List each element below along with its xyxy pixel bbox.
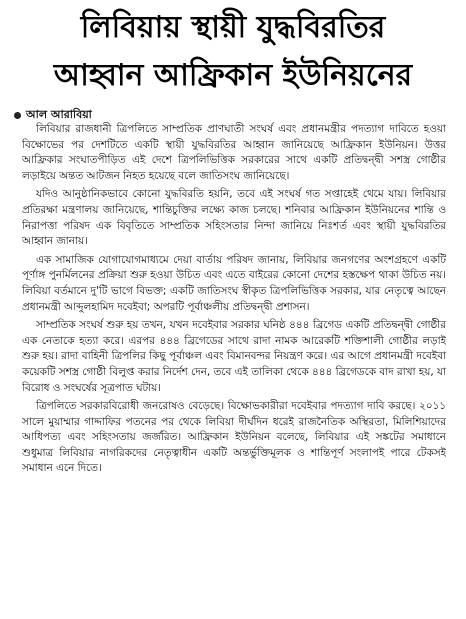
headline-line-2: আহ্বান আফ্রিকান ইউনিয়নের <box>53 58 413 93</box>
article-paragraph: যদিও আনুষ্ঠানিকভাবে কোনো যুদ্ধবিরতি হয়নি, তবে এই সংঘর্ষ গত সপ্তাহেই থেমে যায়। লিবিয়ার প্রতিরক্ষা মন্ত্রণালয় জানিয়েছে, শান্তিচুক্তির লক্ষ্যে কাজ চলছে। শনিবার আফ্রিকান ইউনিয়নের শান্তি ও নিরাপত্তা পরিষদ এক বিবৃতিতে সাম্প্রতিক সহিংসতার নিন্দা জানিয়ে নিঃশর্ত এবং স্থায়ী যুদ্ধবিরতির আহ্বান জানায়। <box>22 188 446 248</box>
article-body <box>22 122 446 616</box>
source-label: আল আরাবিয়া <box>26 108 92 121</box>
article-paragraph: লিবিয়ার রাজধানী ত্রিপলিতে সাম্প্রতিক প্রাণঘাতী সংঘর্ষ এবং প্রধানমন্ত্রীর পদত্যাগ দাবিতে হওয়া বিক্ষোভের পর দেশটিতে একটি স্থায়ী যুদ্ধবিরতির আহ্বান জানিয়েছে আফ্রিকান ইউনিয়ন। উত্তর আফ্রিকার সংঘাতপীড়িত এই দেশে ত্রিপলিভিত্তিক সরকারের সাথে একটি প্রতিদ্বন্দ্বী সশস্ত্র গোষ্ঠীর লড়াইয়ে অন্তত আটজন নিহত হয়েছে বলে জাতিসংঘ জানিয়েছে। <box>22 123 446 182</box>
article-paragraph: ত্রিপলিতে সরকারবিরোধী জনরোষও বেড়েছে। বিক্ষোভকারীরা দবেইবার পদত্যাগ দাবি করছে। ২০১১ সালে মুয়াম্মার গাদ্দাফির পতনের পর থেকে লিবিয়া দীর্ঘদিন ধরেই রাজনৈতিক অস্থিরতা, মিলিশিয়াদের আধিপত্য এবং সহিংসতায় জর্জরিত। আফ্রিকান ইউনিয়ন বলেছে, লিবিয়ার এই সঙ্কটের সমাধানে শুধুমাত্র লিবিয়ার নাগরিকদের নেতৃত্বাধীন একটি অন্তর্ভুক্তিমূলক ও শান্তিপূর্ণ সংলাপই পারে টেকসই সমাধান এনে দিতে। <box>22 400 446 475</box>
headline-line-1: লিবিয়ায় স্থায়ী যুদ্ধবিরতির <box>80 10 386 45</box>
article-paragraph: সাম্প্রতিক সংঘর্ষ শুরু হয় তখন, যখন দবেইবার সরকার ঘনিষ্ঠ ৪৪৪ ব্রিগেড একটি প্রতিদ্বন্দ্বী গোষ্ঠীর এক নেতাকে হত্যা করে। এরপর ৪৪৪ ব্রিগেডের সাথে রাদা নামক আরেকটি শক্তিশালী গোষ্ঠীর লড়াই শুরু হয়। রাদা বাহিনী ত্রিপলির কিছু পূর্বাঞ্চল এবং বিমানবন্দর নিয়ন্ত্রণ করে। এর আগে প্রধানমন্ত্রী দবেইবা কয়েকটি সশস্ত্র গোষ্ঠী বিলুপ্ত করার নির্দেশ দেন, তবে এই তালিকা থেকে ৪৪৪ ব্রিগেডকে বাদ রাখা হয়, যা বিরোধ ও সংঘর্ষের সূত্রপাত ঘটায়। <box>22 319 446 394</box>
article-paragraph: এক সামাজিক যোগাযোগমাধ্যমে দেয়া বার্তায় পরিষদ জানায়, লিবিয়ার জনগণের অংশগ্রহণে একটি পূর্ণাঙ্গ পুনর্মিলনের প্রক্রিয়া শুরু হওয়া উচিত এবং এতে বাইরের কোনো দেশের হস্তক্ষেপ থাকা উচিত নয়। লিবিয়া বর্তমানে দু'টি ভাগে বিভক্ত; একটি জাতিসংঘ স্বীকৃত ত্রিপলিভিত্তিক সরকার, যার নেতৃত্বে আছেন প্রধানমন্ত্রী আব্দুলহামিদ দবেইবা; অপরটি পূর্বাঞ্চলীয় প্রতিদ্বন্দ্বী প্রশাসন। <box>22 253 446 313</box>
bullet-icon <box>14 112 21 119</box>
headline <box>0 4 466 100</box>
